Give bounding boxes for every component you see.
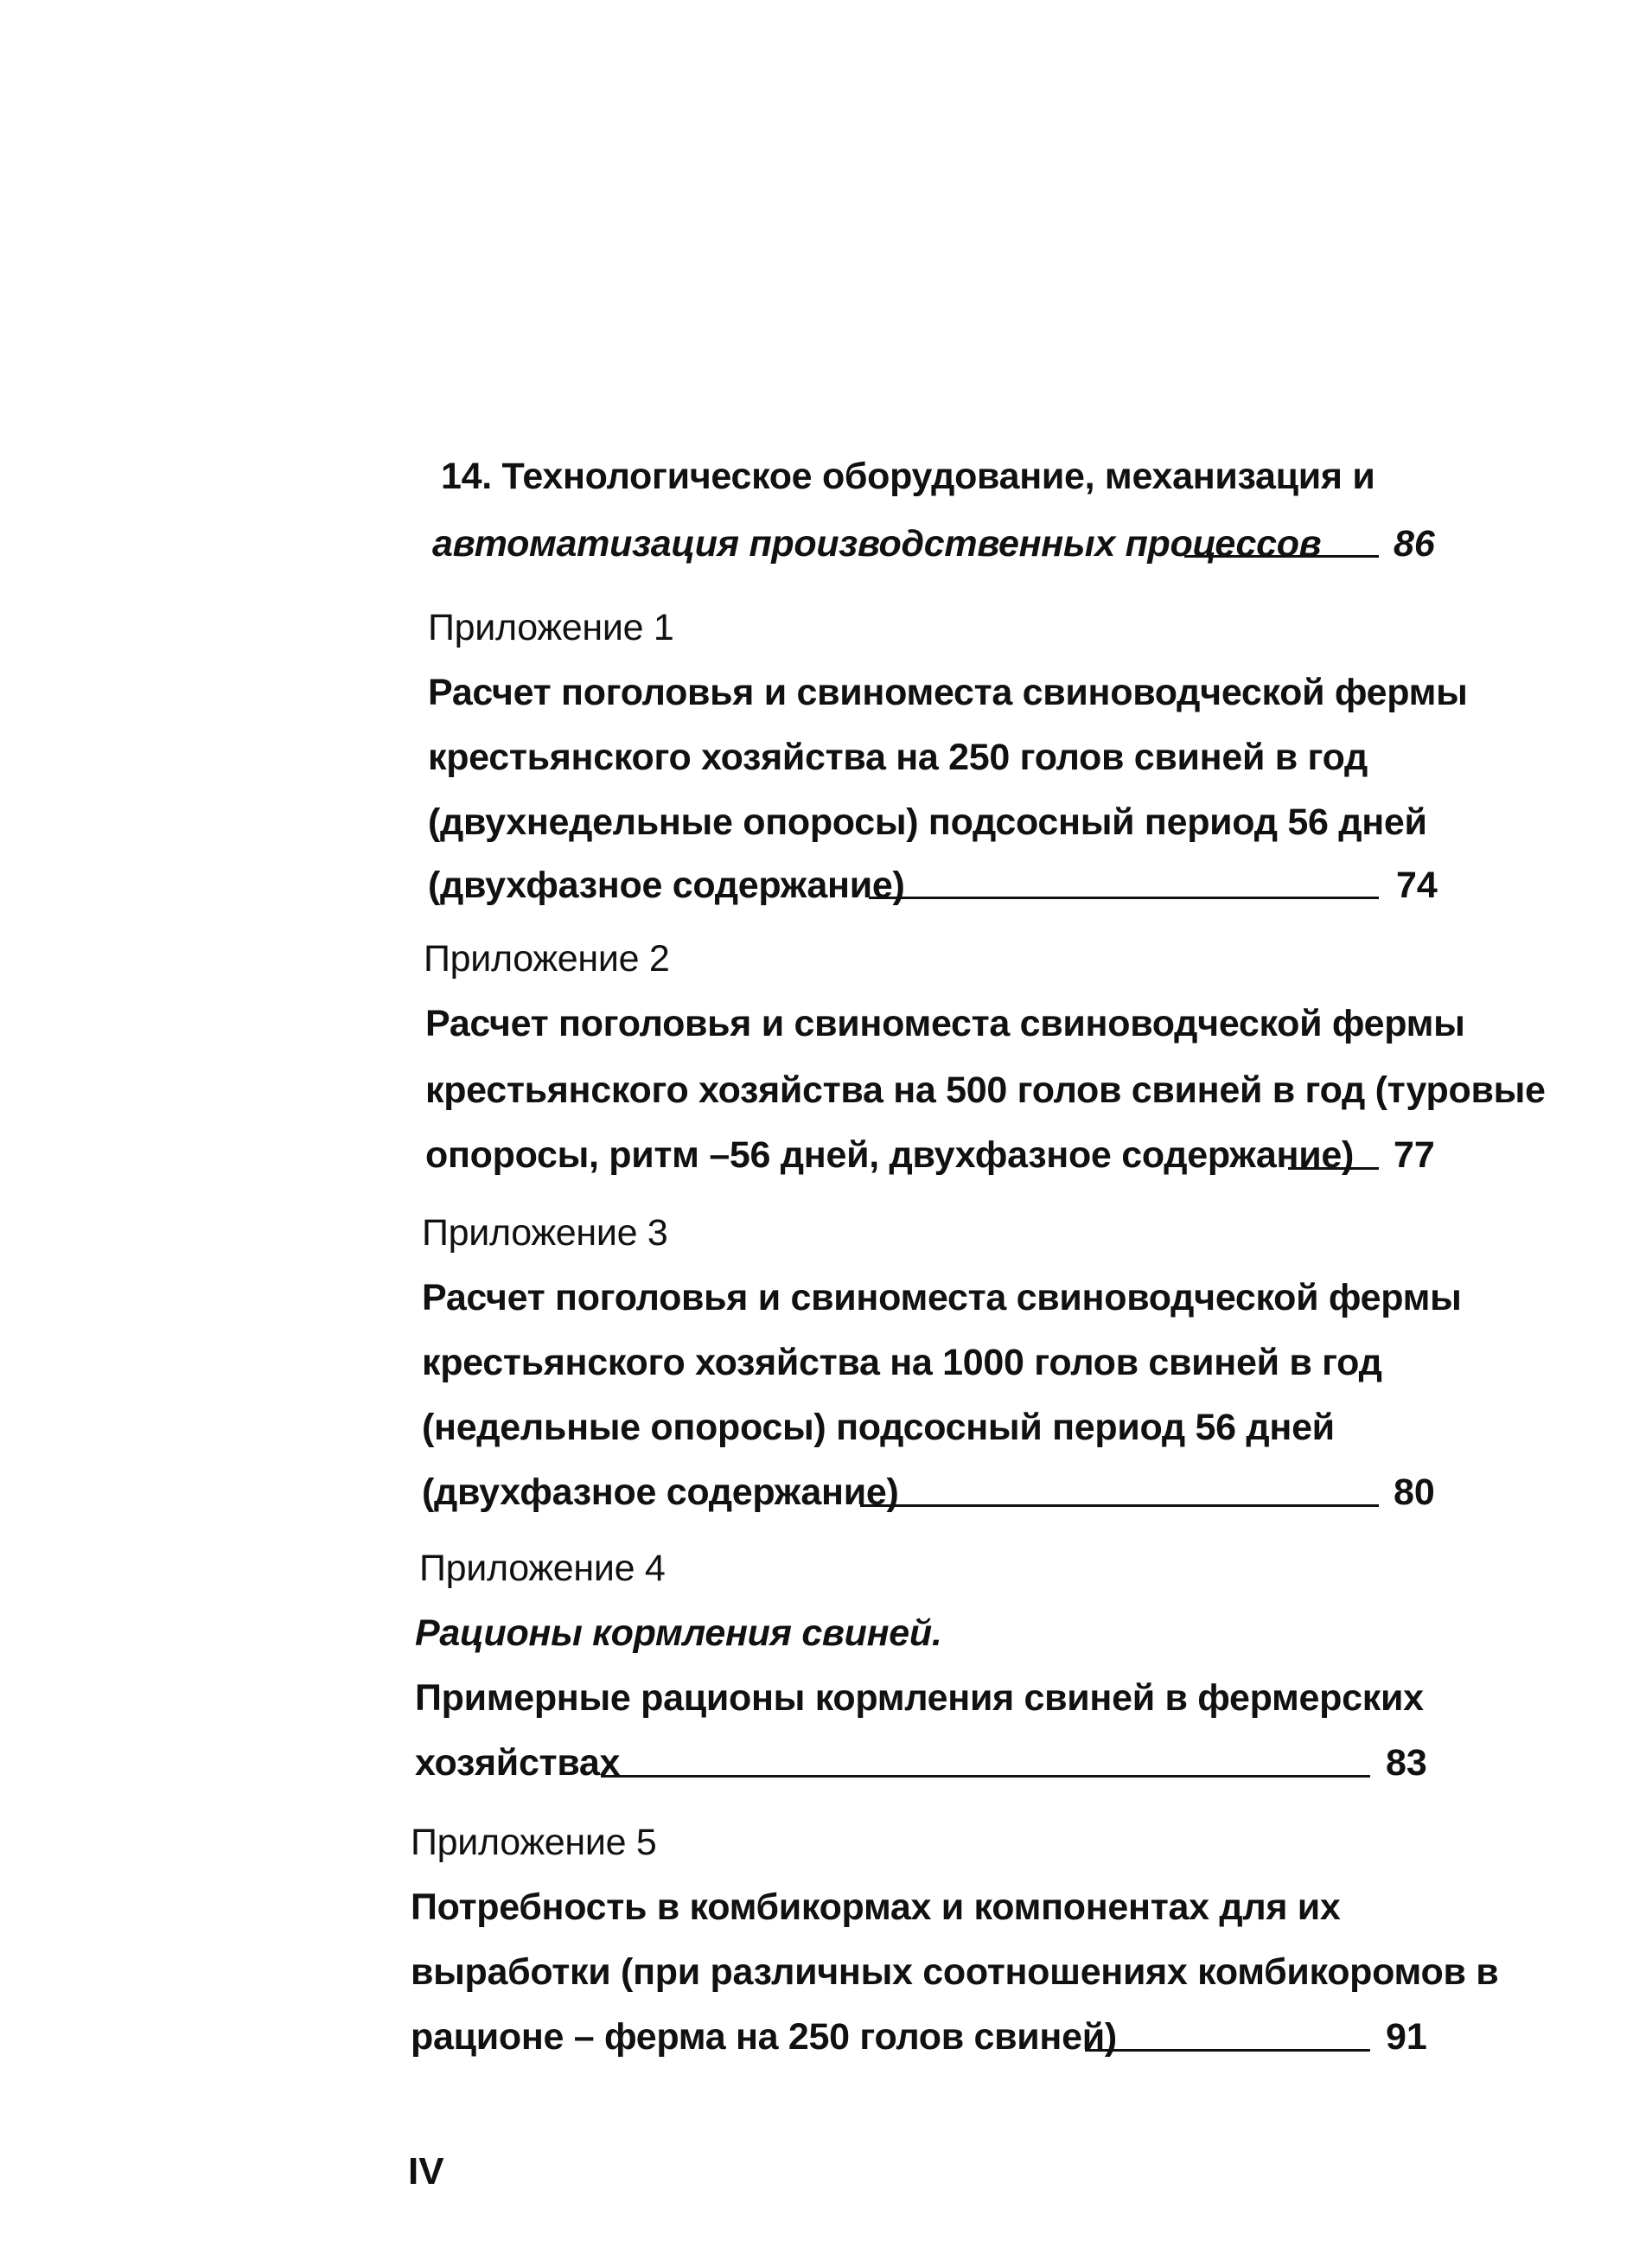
toc-leader <box>860 1504 1379 1507</box>
toc-leader <box>601 1775 1370 1778</box>
toc-entry-line: Расчет поголовья и свиноместа свиноводческой фермы <box>425 1003 1465 1044</box>
appendix-heading: Приложение 1 <box>428 607 674 648</box>
toc-page-number: 86 <box>1394 523 1435 565</box>
toc-leader <box>1085 2049 1370 2052</box>
toc-entry-line: Расчет поголовья и свиноместа свиноводческой фермы <box>422 1277 1462 1318</box>
appendix-subtitle: Рационы кормления свиней. <box>415 1612 942 1654</box>
appendix-heading: Приложение 3 <box>422 1212 668 1254</box>
toc-entry-line: опоросы, ритм –56 дней, двухфазное содержание) <box>425 1134 1354 1176</box>
toc-entry-line: выработки (при различных соотношениях комбикоромов в <box>411 1951 1499 1993</box>
toc-page-number: 77 <box>1394 1134 1435 1176</box>
appendix-heading: Приложение 5 <box>411 1822 657 1863</box>
appendix-heading: Приложение 4 <box>419 1548 666 1589</box>
toc-leader <box>1184 555 1379 558</box>
toc-entry-line: Примерные рационы кормления свиней в фермерских <box>415 1677 1424 1719</box>
toc-entry-line: (недельные опоросы) подсосный период 56 дней <box>422 1407 1335 1448</box>
toc-page-number: 91 <box>1386 2016 1427 2058</box>
toc-entry-line: Потребность в комбикормах и компонентах для их <box>411 1886 1341 1928</box>
toc-entry-line: рационе – ферма на 250 голов свиней) <box>411 2016 1117 2058</box>
toc-page-number: 83 <box>1386 1742 1427 1784</box>
toc-entry-line: хозяйствах <box>415 1742 621 1784</box>
toc-entry-line: (двухфазное содержание) <box>422 1471 899 1513</box>
toc-page-number: 74 <box>1396 865 1438 906</box>
appendix-heading: Приложение 2 <box>424 938 670 980</box>
toc-entry-line: крестьянского хозяйства на 1000 голов свиней в год <box>422 1342 1382 1383</box>
toc-entry-line: (двухфазное содержание) <box>428 865 905 906</box>
toc-leader <box>1288 1167 1379 1170</box>
toc-entry-line: крестьянского хозяйства на 250 голов свиней в год <box>428 737 1368 778</box>
toc-section14-line2: автоматизация производственных процессов <box>432 523 1322 565</box>
toc-page-number: 80 <box>1394 1471 1435 1513</box>
toc-entry-line: крестьянского хозяйства на 500 голов свиней в год (туровые <box>425 1069 1546 1111</box>
toc-entry-line: Расчет поголовья и свиноместа свиноводческой фермы <box>428 672 1468 713</box>
page-folio: IV <box>408 2150 444 2193</box>
toc-entry-line: (двухнедельные опоросы) подсосный период 56 дней <box>428 801 1427 843</box>
toc-leader <box>869 897 1379 899</box>
toc-section14-line1: 14. Технологическое оборудование, механизация и <box>441 456 1375 497</box>
